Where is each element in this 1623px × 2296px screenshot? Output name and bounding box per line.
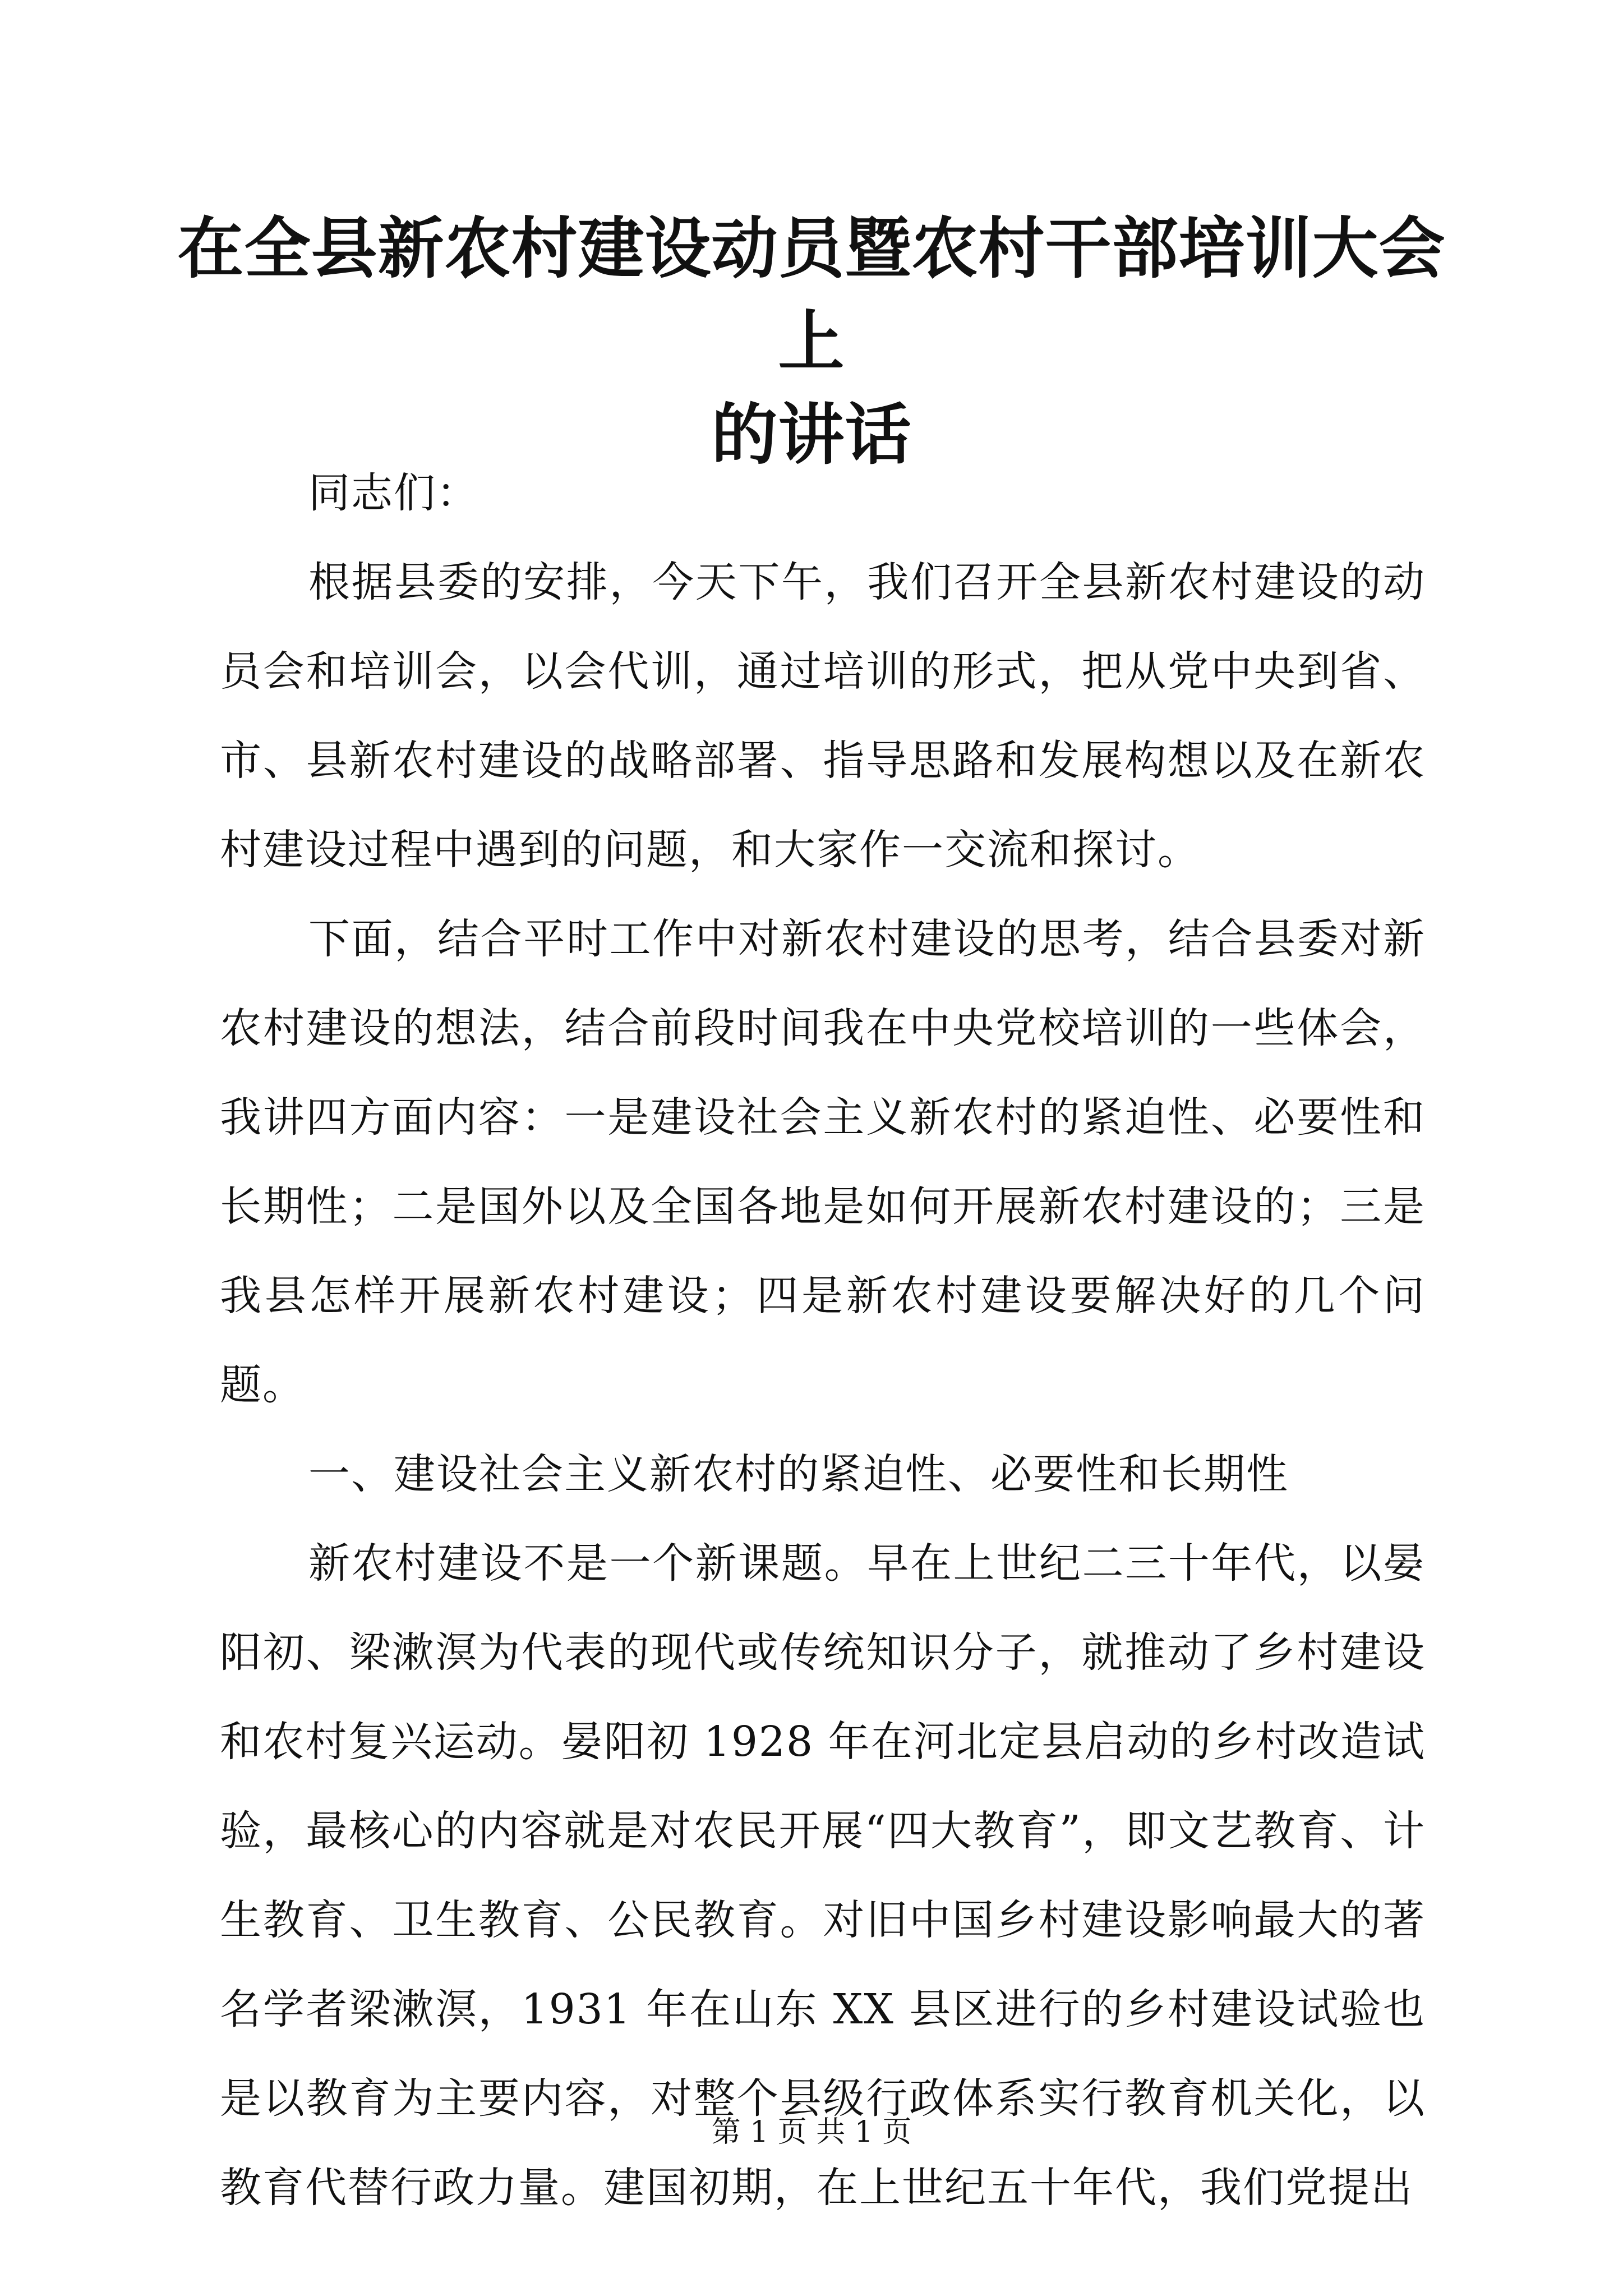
document-title [168, 202, 1455, 481]
paragraph-intro: 根据县委的安排，今天下午，我们召开全县新农村建设的动员会和培训会，以会代训，通过培训的形式，把从党中央到省、市、县新农村建设的战略部署、指导思路和发展构想以及在新农村建设过程中遇到的问题，和大家作一交流和探讨。 [220, 558, 1426, 874]
page-footer: 第 1 页 共 1 页 [711, 2115, 912, 2149]
title-line-1: 在全县新农村建设动员暨农村干部培训大会上 [177, 209, 1446, 380]
title-line-2: 的讲话 [711, 395, 912, 473]
section-heading-1: 一、建设社会主义新农村的紧迫性、必要性和长期性 [308, 1450, 1289, 1498]
paragraph-history: 新农村建设不是一个新课题。早在上世纪二三十年代，以晏阳初、梁漱溟为代表的现代或传统知识分子，就推动了乡村建设和农村复兴运动。晏阳初 1928 年在河北定县启动的乡村改造试验，最核心的内容就是对农民开展“四大教育”，即文艺教育、计生教育、卫生教育、公民教育。对旧中国乡村建设影响最大的著名学者梁漱溟，1931 年在山东 XX 县区进行的乡村建设试验也是以教育为主要内容，对整个县级行政体系实行教育机关化，以教育代替行政力量。建国初期，在上世纪五十年代，我们党提出 [220, 1539, 1426, 2212]
paragraph-outline: 下面，结合平时工作中对新农村建设的思考，结合县委对新农村建设的想法，结合前段时间我在中央党校培训的一些体会，我讲四方面内容：一是建设社会主义新农村的紧迫性、必要性和长期性；二是国外以及全国各地是如何开展新农村建设的；三是我县怎样开展新农村建设；四是新农村建设要解决好的几个问题。 [220, 915, 1426, 1409]
paragraph-salutation: 同志们： [308, 469, 479, 517]
document-body [220, 449, 1426, 2233]
